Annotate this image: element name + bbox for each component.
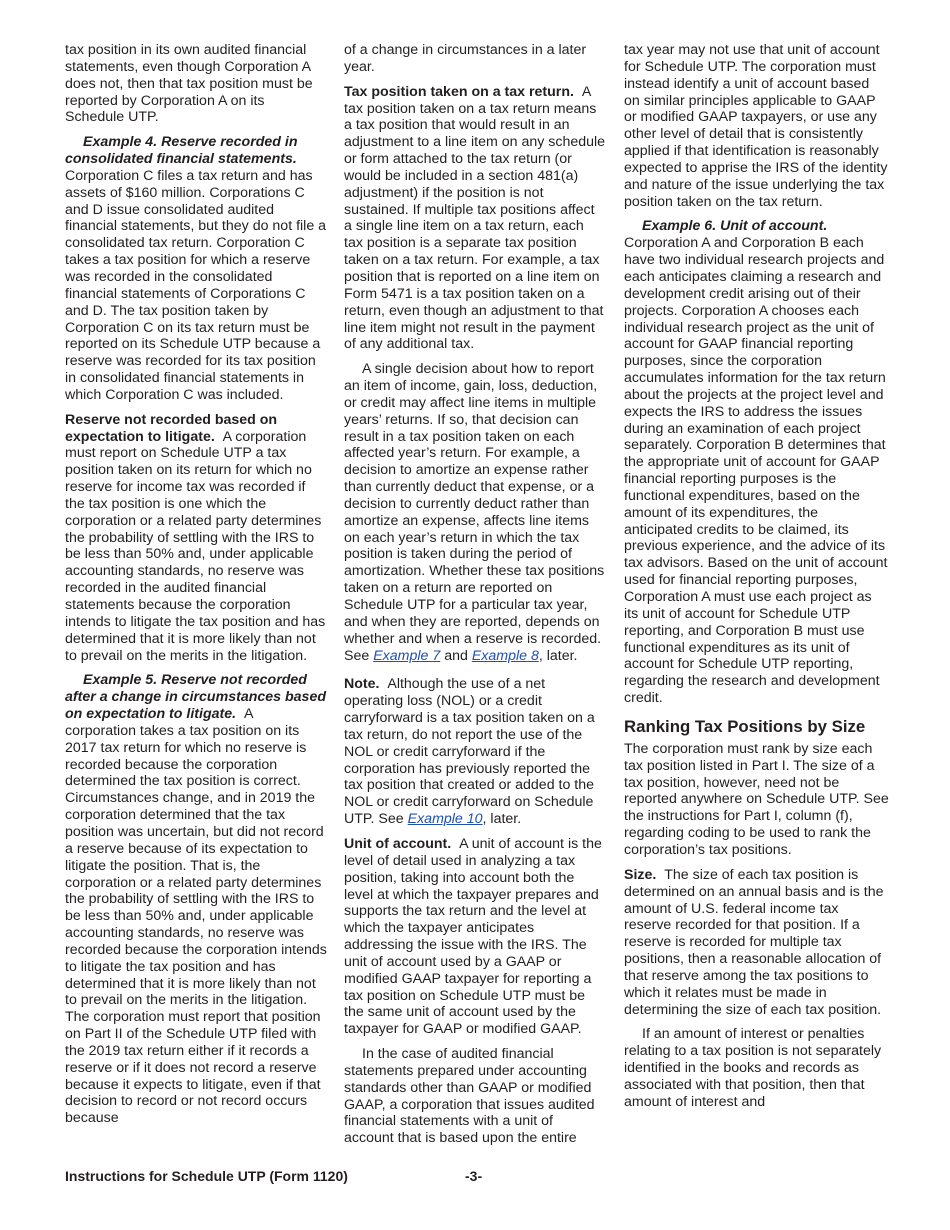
- later-text: , later.: [482, 811, 522, 828]
- example-10-link[interactable]: Example 10: [407, 811, 483, 828]
- ranking-paragraph: The corporation must rank by size each tax position listed in Part I. The size of a tax position, however, need not be reported anywhere on Schedule UTP. See the instructions for Part I, column (f), regarding coding to be used to rank the corporation’s tax positions.: [624, 740, 889, 858]
- and-text: and: [444, 647, 468, 664]
- section-heading: Ranking Tax Positions by Size: [624, 716, 866, 736]
- example-7-link[interactable]: Example 7: [373, 647, 441, 664]
- example-5-title: Example 5. Reserve not recorded after a change in circumstances based on expectation to litigate.: [65, 672, 327, 723]
- column-middle: [344, 42, 606, 1155]
- reserve-not-recorded-body: A corporation must report on Schedule UTP a tax position taken on its return for which no reserve for income tax was recorded if the tax position is one which the corporation or a related party determines the probability of settling with the IRS to be less than 50% and, under applicable accounting standards, no reserve was recorded in the audited financial statements because the corporation intends to litigate the tax position and has determined that it is more likely than not to prevail on the merits in the litigation.: [65, 428, 326, 664]
- note: [344, 676, 606, 828]
- example-5: [65, 672, 327, 1127]
- example-6: [624, 218, 889, 706]
- note-body: Although the use of a net operating loss (NOL) or a credit carryforward is a tax position taken on a tax return, do not report the use of the NOL or credit carryforward if the corporation has previously reported the tax position that created or added to the NOL or credit carryforward on Schedule UTP. See: [344, 676, 595, 828]
- example-6-body: Corporation A and Corporation B each have two individual research projects and each anticipates claiming a research and development credit arising out of their projects. Corporation A chooses each individual research project as the unit of account for GAAP financial reporting purposes, since the corporation accumulates information for the tax return about the projects at the project level and expects the IRS to address the issues during an examination of each project separately. Corporation B determines that the appropriate unit of account for GAAP financial reporting purposes is the functional expenditures, based on the amount of its expenditures, the anticipated credits to be claimed, its previous experience, and the advice of its tax advisors. Based on the unit of account used for financial reporting purposes, Corporation A must use each project as its unit of account for Schedule UTP reporting, and Corporation B must use functional expenditures as its unit of account for Schedule UTP reporting, regarding the research and development credit.: [624, 235, 888, 707]
- tax-position-taken: [344, 84, 606, 354]
- single-decision: [344, 361, 606, 664]
- unit-of-account: [344, 836, 606, 1038]
- example-5-body: A corporation takes a tax position on its 2017 tax return for which no reserve is recorded because the corporation determined the tax position is correct. Circumstances change, and in 2019 the corporation determined that the tax position was uncertain, but did not record a reserve because of its expectation to litigate the position. That is, the corporation or a related party determines the probability of settling with the IRS to be less than 50% and, under applicable accounting standards, no reserve was recorded because the corporation intends to litigate the tax position and has determined that it is more likely than not to prevail on the merits in the litigation. The corporation must report that position on Part II of the Schedule UTP filed with the 2019 tax return either if it records a reserve or if it does not record a reserve because it expects to litigate, even if that decision to record or not record occurs because: [65, 706, 327, 1127]
- size: [624, 867, 889, 1019]
- footer-title: Instructions for Schedule UTP (Form 1120): [65, 1168, 348, 1184]
- example-4-body: Corporation C files a tax return and has assets of $160 million. Corporations C and D issue consolidated audited financial statements, but they do not file a consolidated tax return. Corporation C takes a tax position for which a reserve was recorded in the consolidated financial statements of Corporations C and D. The tax position taken by Corporation C on its tax return must be reported on its Schedule UTP because a reserve was recorded for its tax position in consolidated financial statements in which Corporation C was included.: [65, 167, 327, 403]
- size-title: Size.: [624, 866, 657, 883]
- note-title: Note.: [344, 676, 380, 693]
- unit-of-account-title: Unit of account.: [344, 835, 452, 852]
- column-right: [624, 42, 889, 1119]
- example-8-link[interactable]: Example 8: [471, 647, 539, 664]
- size-body: The size of each tax position is determined on an annual basis and is the amount of U.S. federal income tax reserve recorded for that position. If a reserve is recorded for multiple tax positions, then a reasonable allocation of that reserve among the tax positions to which it relates must be made in determining the size of each tax position.: [624, 866, 884, 1018]
- interest-paragraph: If an amount of interest or penalties relating to a tax position is not separately identified in the books and records as associated with that position, then that amount of interest and: [624, 1026, 882, 1110]
- audited-statements: In the case of audited financial statements prepared under accounting standards other than GAAP or modified GAAP, a corporation that issues audited financial statements with a unit of account that is based upon the entire: [344, 1046, 595, 1147]
- example-4: [65, 134, 327, 404]
- tax-position-title: Tax position taken on a tax return.: [344, 83, 574, 100]
- unit-of-account-body: A unit of account is the level of detail used in analyzing a tax position, taking into account both the level at which the taxpayer prepares and supports the tax return and the level at which the taxpayer anticipates addressing the issue with the IRS. The unit of account used by a GAAP or modified GAAP taxpayer for reporting a tax position on Schedule UTP must be the same unit of account used by the taxpayer for GAAP or modified GAAP.: [344, 835, 602, 1038]
- paragraph: tax position in its own audited financial statements, even though Corporation A does not, then that tax position must be reported by Corporation A on its Schedule UTP.: [65, 42, 313, 126]
- column-left: [65, 42, 327, 1135]
- page-number: -3-: [465, 1168, 483, 1184]
- example-6-title: Example 6. Unit of account.: [642, 218, 828, 235]
- reserve-not-recorded: [65, 412, 327, 665]
- paragraph: tax year may not use that unit of account for Schedule UTP. The corporation must instead identify a unit of account based on similar principles applicable to GAAP or modified GAAP taxpayers, or use any other level of detail that is consistently applied if that identification is reasonably expected to apprise the IRS of the identity and nature of the issue underlying the tax position taken on the tax return.: [624, 42, 888, 210]
- tax-position-body: A tax position taken on a tax return means a tax position that would result in an adjustment to a line item on any schedule or form attached to the tax return (or would be included in a section 481(a) adjustment) if the position is not sustained. If multiple tax positions affect a single line item on a tax return, each tax position is a separate tax position taken on a tax return. For example, a tax position that is reported on a line item on Form 5471 is a tax position taken on a return, even though an adjustment to that line item might not result in the payment of any additional tax.: [344, 83, 606, 353]
- later-text: , later.: [538, 647, 578, 664]
- reserve-not-recorded-title: Reserve not recorded based on expectation to litigate.: [65, 411, 278, 445]
- single-decision-body: A single decision about how to report an item of income, gain, loss, deduction, or credit may affect line items in multiple years’ returns. If so, that decision can result in a tax position taken on each affected year’s return. For example, a decision to amortize an expense rather than currently deduct that expense, or a decision to currently deduct rather than amortize an expense, affects line items on each year’s return in which the tax position is taken during the period of amortization. Whether these tax positions taken on a return are reported on Schedule UTP for a particular tax year, and when they are reported, depends on whether and when a reserve is recorded. See: [344, 361, 605, 664]
- paragraph: of a change in circumstances in a later year.: [344, 42, 587, 75]
- example-4-title: Example 4. Reserve recorded in consolidated financial statements.: [65, 134, 298, 168]
